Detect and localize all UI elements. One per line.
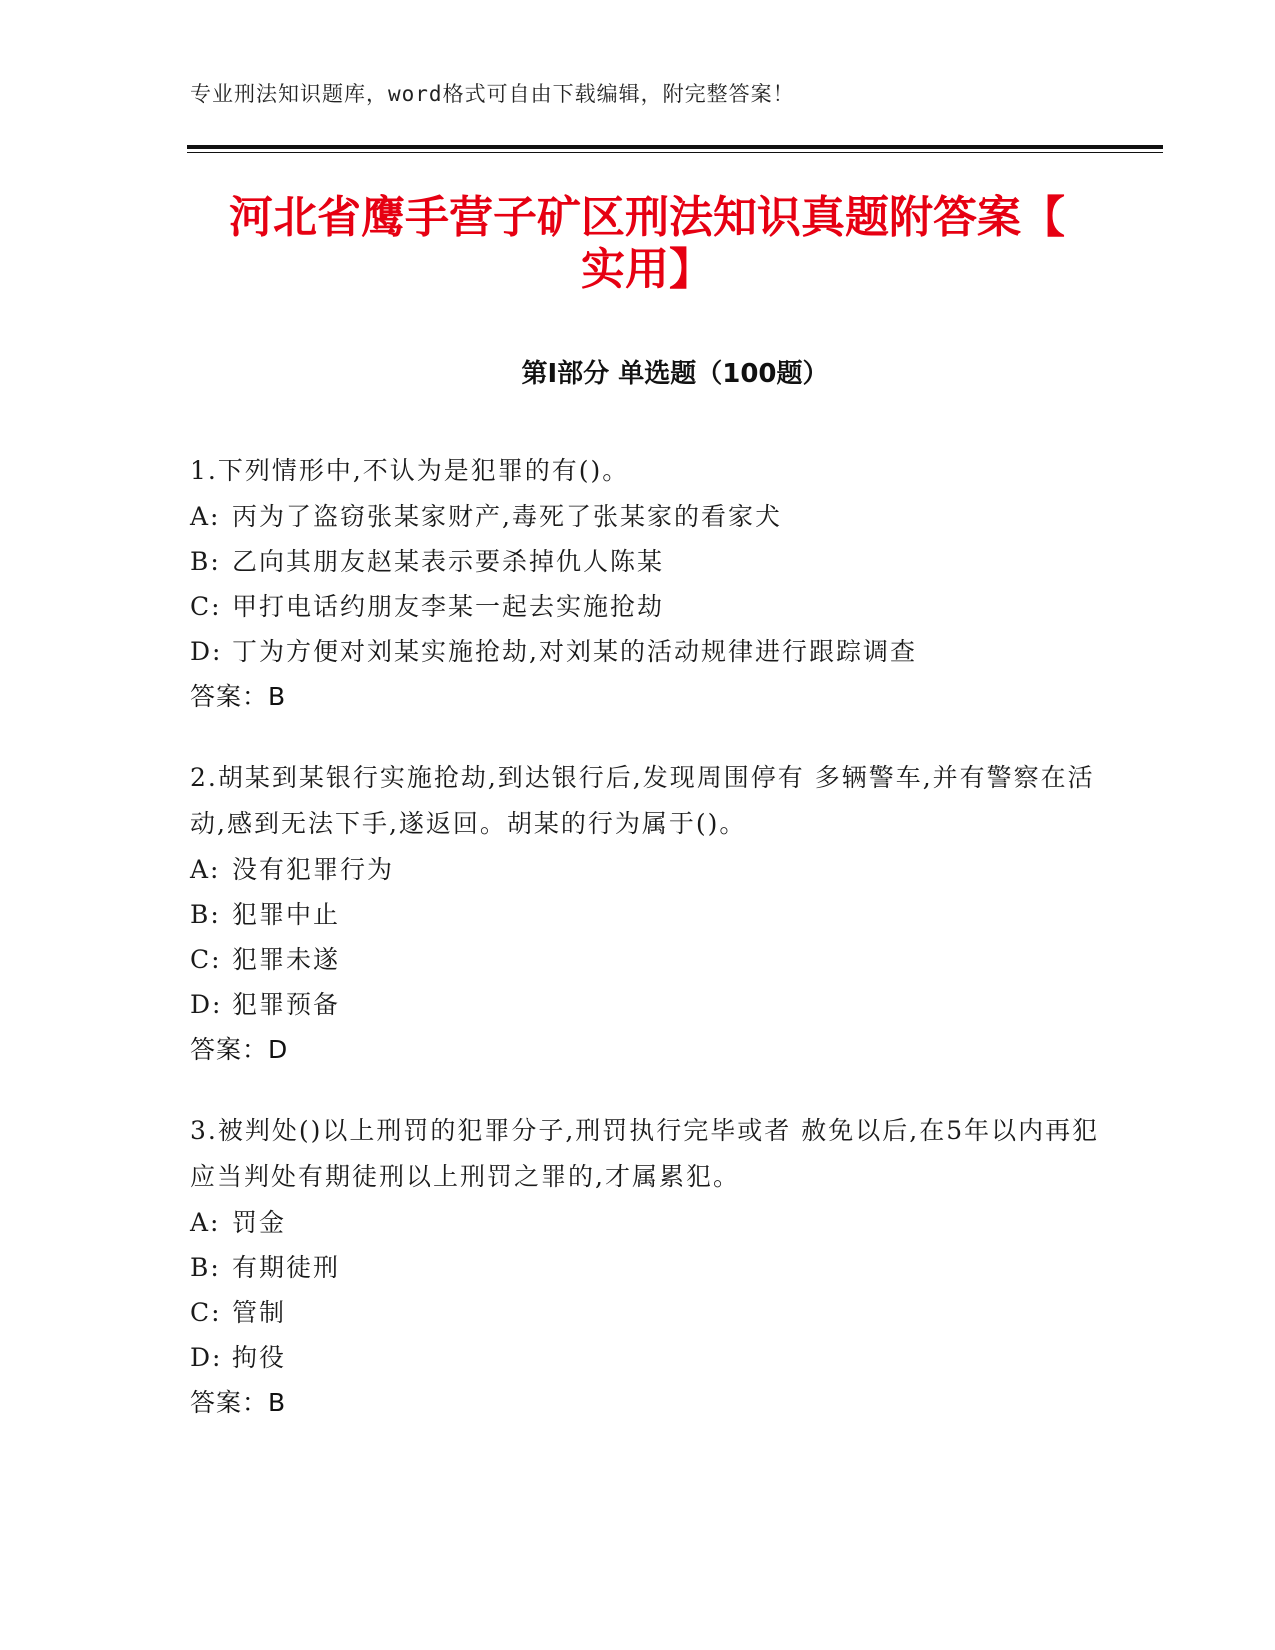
option-c	[190, 1290, 1120, 1335]
answer: 答案：D	[190, 1035, 289, 1064]
option-d	[190, 1335, 1120, 1380]
option-text: 有期徒刑	[232, 1253, 341, 1282]
option-letter: A:	[190, 1208, 221, 1237]
answer: 答案：B	[190, 682, 287, 711]
option-letter: C:	[190, 1298, 222, 1327]
option-text: 丁为方便对刘某实施抢劫,对刘某的活动规律进行跟踪调查	[232, 637, 917, 666]
option-a	[190, 1200, 1120, 1245]
option-text: 甲打电话约朋友李某一起去实施抢劫	[232, 592, 665, 621]
option-b	[190, 892, 1120, 937]
option-letter: B:	[190, 900, 221, 929]
option-letter: B:	[190, 547, 221, 576]
question-stem: 2.胡某到某银行实施抢劫,到达银行后,发现周围停有 多辆警车,并有警察在活动,感到无法下手,遂返回。胡某的行为属于()。	[190, 763, 1095, 838]
option-a	[190, 847, 1120, 892]
question-1	[190, 448, 1120, 719]
option-letter: A:	[190, 855, 221, 884]
title-line-2: 实用】	[581, 244, 713, 295]
option-c	[190, 584, 1120, 629]
option-text: 犯罪中止	[232, 900, 341, 929]
option-text: 拘役	[232, 1343, 287, 1372]
option-a	[190, 494, 1120, 539]
question-2	[190, 755, 1120, 1072]
option-text: 乙向其朋友赵某表示要杀掉仇人陈某	[232, 547, 665, 576]
option-letter: B:	[190, 1253, 221, 1282]
option-letter: D:	[190, 1343, 223, 1372]
header-rule-thin	[187, 152, 1163, 153]
question-stem: 1.下列情形中,不认为是犯罪的有()。	[190, 456, 630, 485]
option-letter: D:	[190, 990, 223, 1019]
question-list	[190, 448, 1120, 1461]
option-letter: C:	[190, 592, 222, 621]
option-text: 罚金	[232, 1208, 287, 1237]
option-text: 丙为了盗窃张某家财产,毒死了张某家的看家犬	[232, 502, 782, 531]
question-3	[190, 1108, 1120, 1425]
option-b	[190, 1245, 1120, 1290]
option-text: 犯罪预备	[232, 990, 341, 1019]
option-text: 犯罪未遂	[232, 945, 341, 974]
section-heading: 第Ⅰ部分 单选题（100题）	[521, 359, 829, 389]
answer: 答案：B	[190, 1388, 287, 1417]
option-letter: D:	[190, 637, 223, 666]
header-rule-thick	[187, 145, 1163, 149]
option-text: 没有犯罪行为	[232, 855, 395, 884]
option-b	[190, 539, 1120, 584]
option-d	[190, 982, 1120, 1027]
option-text: 管制	[232, 1298, 287, 1327]
document-title	[187, 192, 1107, 296]
option-d	[190, 629, 1120, 674]
option-letter: C:	[190, 945, 222, 974]
option-c	[190, 937, 1120, 982]
question-stem: 3.被判处()以上刑罚的犯罪分子,刑罚执行完毕或者 赦免以后,在5年以内再犯应当判处有期徒刑以上刑罚之罪的,才属累犯。	[190, 1116, 1100, 1191]
title-line-1: 河北省鹰手营子矿区刑法知识真题附答案【	[229, 192, 1065, 243]
header-note: 专业刑法知识题库，word格式可自由下载编辑，附完整答案！	[190, 82, 795, 106]
option-letter: A:	[190, 502, 221, 531]
